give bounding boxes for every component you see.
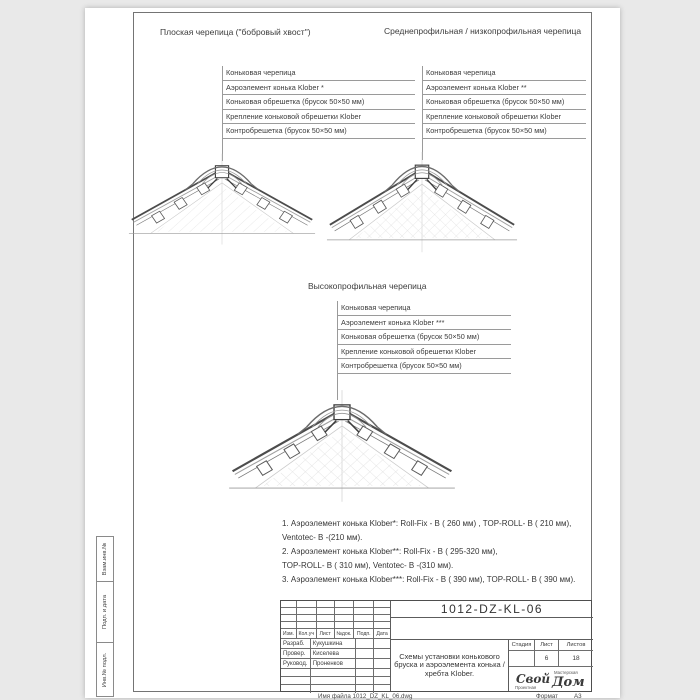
- logo-small-bottom: Проектная: [515, 685, 537, 690]
- note-line: 1. Аэроэлемент конька Klober*: Roll-Fix - B ( 260 мм) , TOP-ROLL- B ( 210 мм),: [282, 519, 572, 528]
- callout-label: Коньковая черепица: [338, 301, 511, 316]
- callout-label: Крепление коньковой обрешетки Klober: [423, 110, 586, 125]
- section-title-flat-tile: Плоская черепица ("бобровый хвост"): [160, 27, 311, 37]
- section-title-mid-low-tile: Среднепрофильная / низкопрофильная черепица: [384, 26, 582, 36]
- title-block: [280, 600, 592, 692]
- leader-line-mid-low-tile: [422, 66, 423, 160]
- callout-label: Коньковая обрешетка (брусок 50×50 мм): [423, 95, 586, 110]
- callout-label: Контробрешетка (брусок 50×50 мм): [223, 124, 415, 139]
- stage-header-row: Стадия Лист Листов: [509, 640, 593, 651]
- ridge-section-diagram-flat-tile: [128, 152, 316, 248]
- title-block-revision-grid: [281, 601, 391, 691]
- callout-label: Коньковая обрешетка (брусок 50×50 мм): [223, 95, 415, 110]
- margin-label: Взам.инв.№: [102, 542, 108, 576]
- callout-label: Контробрешетка (брусок 50×50 мм): [338, 359, 511, 374]
- callout-label: Контробрешетка (брусок 50×50 мм): [423, 124, 586, 139]
- signature-row: Провер. Киселева: [281, 649, 390, 659]
- margin-label: Подп. и дата: [102, 595, 108, 630]
- logo-word-2: Дом: [552, 675, 585, 690]
- callout-label: Аэроэлемент конька Klober *: [223, 81, 415, 96]
- revision-header-row: Изм. Кол.уч Лист №док. Подп. Дата: [281, 629, 390, 639]
- callout-label: Крепление коньковой обрешетки Klober: [338, 345, 511, 360]
- format-label: Формат: [536, 693, 558, 700]
- logo-word-1: Свой: [516, 672, 551, 686]
- leader-line-flat-tile: [222, 66, 223, 161]
- title-block-empty-band: [391, 618, 593, 640]
- ridge-section-diagram-mid-low-tile: [326, 150, 518, 256]
- margin-cell: [96, 642, 114, 697]
- note-line: 2. Аэроэлемент конька Klober**: Roll-Fix - B ( 295-320 мм),: [282, 547, 498, 556]
- ridge-section-diagram-high-tile: [228, 388, 456, 506]
- callout-list-high-tile: [337, 301, 511, 374]
- callout-list-flat-tile: [222, 66, 415, 139]
- callout-list-mid-low-tile: [422, 66, 586, 139]
- margin-cell: [96, 536, 114, 582]
- notes-block: [282, 517, 597, 587]
- note-line: Ventotec- B -(210 мм).: [282, 533, 363, 542]
- file-name-note: Имя файла 1012_DZ_KL_06.dwg: [318, 693, 413, 700]
- signature-row: Руковод. Проненков: [281, 659, 390, 669]
- section-title-high-tile: Высокопрофильная черепица: [308, 281, 427, 291]
- margin-column: [96, 536, 112, 692]
- company-logo: [509, 667, 593, 691]
- stage-values-row: 6 18: [509, 651, 593, 667]
- doc-number: 1012-DZ-KL-06: [391, 601, 593, 618]
- margin-cell: [96, 581, 114, 643]
- logo-small-top: Мастерская: [554, 670, 578, 675]
- note-line: 3. Аэроэлемент конька Klober***: Roll-Fix - B ( 390 мм), TOP-ROLL- B ( 390 мм).: [282, 575, 576, 584]
- leader-line-high-tile: [337, 301, 338, 400]
- signature-row: Разраб. Кукушкина: [281, 639, 390, 649]
- margin-label: Инв.№ подл.: [102, 652, 108, 688]
- format-value: А3: [574, 693, 582, 700]
- callout-label: Коньковая черепица: [423, 66, 586, 81]
- callout-label: Коньковая черепица: [223, 66, 415, 81]
- callout-label: Крепление коньковой обрешетки Klober: [223, 110, 415, 125]
- note-line: TOP-ROLL- B ( 310 мм), Ventotec- B -(310 мм).: [282, 561, 454, 570]
- callout-label: Аэроэлемент конька Klober ***: [338, 316, 511, 331]
- callout-label: Аэроэлемент конька Klober **: [423, 81, 586, 96]
- callout-label: Коньковая обрешетка (брусок 50×50 мм): [338, 330, 511, 345]
- doc-title: Схемы установки конькового бруска и аэроэлемента конька / хребта Klober.: [391, 640, 509, 691]
